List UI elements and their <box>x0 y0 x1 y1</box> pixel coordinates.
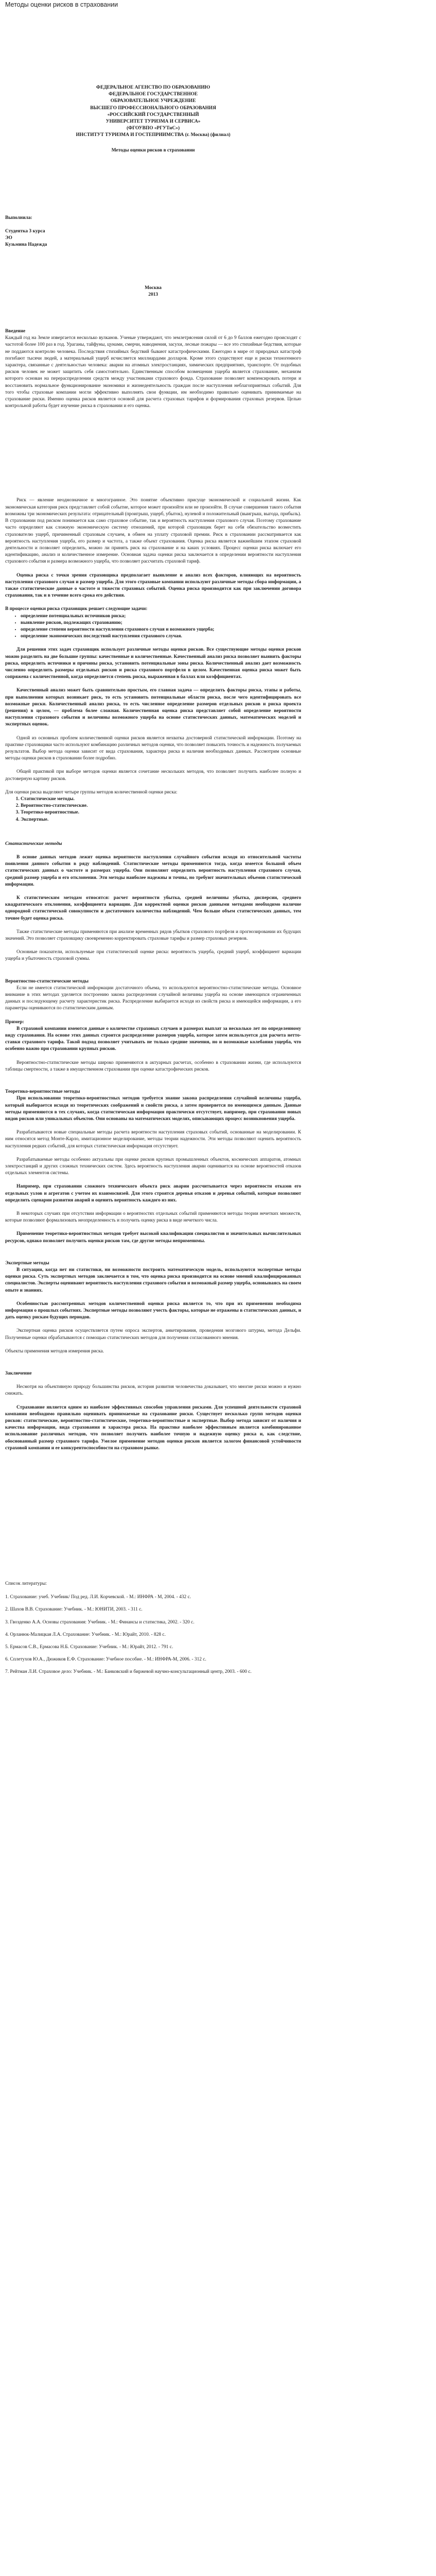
paragraph: Объекты применения методов измерения риска. <box>5 1348 104 1354</box>
list-item: 2. Вероятностно-статистические. <box>21 803 301 809</box>
paragraph: В ситуации, когда нет ни статистики, ни возможности построить математическую модель, используются экспертные методы оценки риска. Суть экспертных методов заключается в том, что оценка риска производится на основе мнений квалифицированных специалистов. Эксперты оценивают вероятность наступления страхового события и возможный размер ущерба, основываясь на своем опыте и знаниях. <box>5 1267 301 1293</box>
paragraph: Особенностью рассмотренных методов количественной оценки риска является то, что при их применении необходима информация о прошлых событиях. Экспертные методы позволяют учесть факторы, которые не отражены в статистических данных, и дать оценку рискам будущих периодов. <box>5 1301 301 1320</box>
paragraph: Применение теоретико-вероятностных методов требует высокой квалификации специалистов и значительных вычислительных ресурсов, однако позволяет получить оценки рисков там, где другие методы неприменимы. <box>5 1231 301 1244</box>
header-line: УНИВЕРСИТЕТ ТУРИЗМА И СЕРВИСА» <box>106 119 201 125</box>
references-list <box>5 1594 301 1675</box>
reference-item: 6. Сплетухов Ю.А., Дюжиков Е.Ф. Страхование: Учебное пособие. - М.: ИНФРА-М, 2006. - 312 с. <box>5 1657 206 1663</box>
paragraph: В некоторых случаях при отсутствии информации о вероятностях отдельных событий применяются методы теории нечетких множеств, которые позволяют формализовать неопределенность и получить оценку риска в виде нечеткого числа. <box>5 1211 301 1224</box>
reference-item: 7. Рейтман Л.И. Страховое дело: Учебник. - М.: Банковский и биржевой научно-консультационный центр, 2003. - 600 с. <box>5 1669 252 1675</box>
reference-item: 3. Гвозденко А.А. Основы страхования: Учебник. - М.: Финансы и статистика, 2002. - 320 с. <box>5 1619 195 1625</box>
paragraph: Основные показатели, используемые при статистической оценке риска: вероятность ущерба, средний ущерб, коэффициент вариации ущерба и убыточность страховой суммы. <box>5 950 301 962</box>
header-line: ФЕДЕРАЛЬНОЕ АГЕНСТВО ПО ОБРАЗОВАНИЮ <box>96 85 211 90</box>
paragraph: Для оценки риска выделяют четыре группы методов количественной оценки риска: <box>5 789 178 795</box>
paragraph: Например, при страховании сложного технического объекта риск аварии рассчитывается через вероятности отказов его отдельных узлов и агрегатов с учетом их взаимосвязей. Для этого строятся деревья отказов и деревья событий, которые позволяют определить сценарии развития аварий и оценить вероятность каждого из них. <box>5 1184 301 1203</box>
student-year: Студентка 3 курса <box>5 229 45 234</box>
paragraph: Экспертная оценка рисков осуществляется путем опроса экспертов, анкетирования, проведения мозгового штурма, метода Дельфи. Полученные оценки обрабатываются с помощью статистических методов для получения согласованного мнения. <box>5 1328 301 1341</box>
intro-heading: Введение <box>5 329 26 334</box>
header-line: ИНСТИТУТ ТУРИЗМА И ГОСТЕПРИИМСТВА (г. Москва) (филиал) <box>76 132 231 138</box>
reference-item: 5. Ермасов С.В., Ермасова Н.Б. Страхование: Учебник. - М.: Юрайт, 2012. - 791 с. <box>5 1645 173 1650</box>
paragraph: Страхование является одним из наиболее эффективных способов управления рисками. Для успешной деятельности страховой компании необходимо правильно оценивать принимаемые на страхование риски. Существует несколько групп методов оценки рисков: статистические, вероятностно-статистические, теоретико-вероятностные и экспертные. Выбор метода зависит от наличия и качества информации, вида страхования и характера риска. На практике наиболее эффективным является комбинированное использование различных методов, что позволяет получить наиболее точную и надежную оценку риска и, как следствие, обоснованный размер страхового тарифа. Умелое применение методов оценки рисков является залогом финансовой устойчивости страховой компании и ее конкурентоспособности на страховом рынке. <box>5 1404 301 1451</box>
year: 2013 <box>148 292 158 297</box>
header-line: «РОССИЙСКИЙ ГОСУДАРСТВЕННЫЙ <box>107 112 199 117</box>
paragraph: Одной из основных проблем количественной оценки рисков является нехватка достоверной статистической информации. Поэтому на практике страховщики часто используют комбинацию различных методов оценки, что позволяет повысить точность и надежность получаемых результатов. Выбор метода оценки зависит от вида страхования, характера риска и наличия необходимых данных. Рассмотрим основные методы оценки рисков в страховании более подробно. <box>5 735 301 761</box>
reference-item: 2. Шахов В.В. Страхование: Учебник. - М.: ЮНИТИ, 2003. - 311 с. <box>5 1607 143 1613</box>
list-item: 3. Теоретико-вероятностные. <box>21 809 301 816</box>
tasks-list <box>5 613 301 640</box>
list-item: • определение потенциальных источников риска; <box>21 613 301 620</box>
paragraph: Также статистические методы применяются при анализе временных рядов убытков страхового портфеля и прогнозировании их будущих значений. Это позволяет страховщику своевременно корректировать страховые тарифы и размер страховых резервов. <box>5 929 301 942</box>
list-item: 4. Экспертные. <box>21 817 301 823</box>
paragraph: В страховой компании имеются данные о количестве страховых случаев и размерах выплат за несколько лет по определенному виду страхования. На основе этих данных строится распределение размеров ущерба, которое затем используется для расчета нетто-ставки страхового тарифа. Такой подход позволяет учитывать не только средние значения, но и возможные колебания ущерба, что особенно важно при страховании крупных рисков. <box>5 1026 301 1052</box>
document-body <box>5 12 301 1682</box>
paragraph: Вероятностно-статистические методы широко применяются в актуарных расчетах, особенно в страховании жизни, где используются таблицы смертности, а также в имущественном страховании при оценке катастрофических рисков. <box>5 1060 301 1072</box>
section-heading: Статистические методы <box>5 841 62 846</box>
list-item: • определение экономических последствий наступления страхового случая. <box>21 633 301 640</box>
paragraph: В основе данных методов лежит оценка вероятности наступления случайного события исходя из относительной частоты появления данного события в ряду наблюдений. Статистические методы применяются тогда, когда имеется большой объем статистических данных о частоте и размерах ущерба. Они позволяют определить вероятность наступления страхового случая, средний размер ущерба и его отклонения. Эти методы наиболее надежны и точны, но требуют значительных объемов статистической информации. <box>5 855 301 887</box>
page-title: Методы оценки рисков в страховании <box>5 1 118 8</box>
paragraph: Общей практикой при выборе методов оценки является сочетание нескольких методов, что позволяет получить наиболее полную и достоверную картину рисков. <box>5 769 301 782</box>
work-topic: Методы оценки рисков в страховании <box>111 147 195 153</box>
section-heading: Заключение <box>5 1370 32 1376</box>
paragraph: Несмотря на объективную природу большинства рисков, история развития человечества доказывает, что многие риски можно и нужно снижать. <box>5 1384 301 1397</box>
section-heading: Теоретико-вероятностные методы <box>5 1089 80 1095</box>
paragraph: При использовании теоретико-вероятностных методов требуется знание закона распределения случайной величины ущерба, который выбирается исходя из теоретических соображений и свойств риска, а затем проверяется по имеющимся данным. Данные методы применяются в тех случаях, когда статистическая информация практически отсутствует, например, при страховании новых видов рисков или уникальных объектов. Они основаны на математических моделях, описывающих процесс возникновения ущерба. <box>5 1096 301 1122</box>
city: Москва <box>145 285 162 291</box>
paragraph: Риск — явление неоднозначное и многогранное. Это понятие объективно присуще экономической и социальной жизни. Как экономическая категория риск представляет собой событие, которое может произойти или не произойти. В случае совершения такого события возможны три экономических результата: отрицательный (проигрыш, ущерб, убыток), нулевой и положительный (выигрыш, выгода, прибыль). В страховании под риском понимается как само страховое событие, так и вероятность наступления страхового случая. Поэтому страхование часто определяют как сложную экономическую систему отношений, при которой страховщик берет на себя обязательство возместить страхователю ущерб, причиненный страховым случаем, в обмен на уплату страховой премии. Риск в страховании рассматривается как вероятность наступления ущерба, его размер и частота, а также объект страхования. Оценка риска является важнейшим этапом страховой деятельности и позволяет определить, можно ли принять риск на страхование и на каких условиях. Процесс оценки риска включает его идентификацию, анализ и количественное измерение. Основная задача оценки риска заключается в определении вероятности наступления страхового события и размера возможного ущерба, что позволяет рассчитать страховой тариф. <box>5 498 301 565</box>
intro-paragraph: Каждый год на Земле извергается несколько вулканов. Ученые утверждают, что землетрясения силой от 6 до 9 баллов ежегодно происходят с частотой более 100 раз в год. Ураганы, тайфуны, цунами, смерчи, наводнения, засухи, лесные пожары — все это стихийные бедствия, которые не поддаются контролю человека. Последствия стихийных бедствий бывают катастрофическими. Ежегодно в мире от природных катастроф погибают тысячи людей, а материальный ущерб исчисляется миллиардами долларов. Кроме этого существуют еще и риски техногенного характера, связанные с деятельностью человека: аварии на атомных электростанциях, химических предприятиях, транспорте. От подобных рисков человек не может защитить себя самостоятельно. Единственным способом возмещения ущерба является страхование, механизм которого основан на перераспределении средств между участниками страхового фонда. Страхование позволяет компенсировать потери и восстановить нормальное функционирование экономики и жизнедеятельность граждан после наступления неблагоприятных событий. Для того чтобы страховые компании могли эффективно выполнять свои функции, им необходимо правильно оценивать принимаемые на страхование риски. Именно оценка рисков является основой для расчета страховых тарифов и формирования страховых резервов. Целью контрольной работы будет изучение риска в страховании и его оценка. <box>5 335 301 409</box>
paragraph: Пример: <box>5 1019 24 1025</box>
header-line: ВЫСШЕГО ПРОФЕССИОНАЛЬНОГО ОБРАЗОВАНИЯ <box>90 105 216 111</box>
section-heading: Вероятностно-статистические методы <box>5 978 89 984</box>
section-heading: Экспертные методы <box>5 1260 49 1266</box>
done-by-label: Выполнила: <box>5 215 32 221</box>
student-name: Кузьмина Надежда <box>5 242 47 248</box>
paragraph: Если не имеется статистической информации достаточного объема, то используются вероятностно-статистические методы. Основное внимание в этих методах уделяется построению закона распределения случайной величины ущерба на основе имеющихся ограниченных данных и последующему расчету характеристик риска. Распределение выбирается исходя из свойств риска и имеющейся информации, а его параметры оцениваются по статистическим данным. <box>5 985 301 1011</box>
paragraph: В процессе оценки риска страховщик решает следующие задачи: <box>5 606 148 612</box>
header-line: (ФГОУВПО «РГУТиС») <box>127 126 180 131</box>
paragraph: Разрабатываемые методы особенно актуальны при оценке рисков крупных промышленных объектов, космических аппаратов, атомных электростанций и других сложных технических систем. Здесь вероятность наступления аварии оценивается на основе вероятностей отказов отдельных элементов системы. <box>5 1157 301 1176</box>
header-line: ФЕДЕРАЛЬНОЕ ГОСУДАРСТВЕННОЕ <box>108 92 198 97</box>
paragraph: Разрабатываются новые специальные методы расчета вероятности наступления страховых событий, основанные на моделировании. К ним относятся метод Монте-Карло, имитационное моделирование, методы теории надежности. Эти методы позволяют оценить вероятность наступления редких событий, для которых статистическая информация отсутствует. <box>5 1130 301 1149</box>
paragraph: К статистическим методам относятся: расчет вероятности убытка, средней величины убытка, дисперсии, среднего квадратического отклонения, коэффициента вариации. Для корректной оценки рисков данными методами необходимо наличие однородной статистической совокупности и достаточного количества наблюдений. Чем больше объем статистических данных, тем точнее будет оценка риска. <box>5 895 301 921</box>
methods-groups-list <box>5 796 301 823</box>
list-item: • выявление рисков, подлежащих страхованию; <box>21 620 301 626</box>
references-heading: Список литературы: <box>5 1581 47 1587</box>
list-item: • определение степени вероятности наступления страхового случая и возможного ущерба; <box>21 626 301 633</box>
header-line: ОБРАЗОВАТЕЛЬНОЕ УЧРЕЖДЕНИЕ <box>110 98 196 104</box>
list-item: 1. Статистические методы. <box>21 796 301 803</box>
reference-item: 1. Страхование: учеб. Учебник/ Под ред. Л.И. Корчевской. - М.: ИНФРА - М, 2004. - 432 с. <box>5 1595 191 1600</box>
paragraph: Качественный анализ может быть сравнительно простым, его главная задача — определить факторы риска, этапы и работы, при выполнении которых возникает риск, то есть установить потенциальные области риска, после чего идентифицировать все возможные риски. Количественный анализ риска, то есть численное определение размеров отдельных рисков и риска проекта (решения) в целом, — проблема более сложная. Количественная оценка риска представляет собой определение вероятности наступления страхового события и величины возможного ущерба на основе статистических данных, математических моделей и экспертных оценок. <box>5 688 301 727</box>
paragraph: Для решения этих задач страховщик использует различные методы оценки рисков. Все существующие методы оценки рисков можно разделить на две большие группы: качественные и количественные. Качественный анализ риска позволяет выявить факторы риска, определить источники и причины риска, установить потенциальные зоны риска. Количественный анализ дает возможность численно определить размеры отдельных рисков и риска страхового портфеля в целом. Качественная оценка риска может быть сопряжена с количественной, когда определяется степень риска, выраженная в баллах или коэффициентах. <box>5 647 301 680</box>
reference-item: 4. Орланюк-Малицкая Л.А. Страхование: Учебник. - М.: Юрайт, 2010. - 828 с. <box>5 1632 166 1637</box>
student-group: ЭО <box>5 235 12 241</box>
paragraph: Оценка риска с точки зрения страховщика предполагает выявление и анализ всех факторов, влияющих на вероятность наступления страхового случая и размер ущерба. Для этого страховые компании используют различные методы сбора информации, а также статистические данные о частоте и тяжести страховых событий. Оценка риска производится как при заключении договора страхования, так и в течение всего срока его действия. <box>5 572 301 599</box>
